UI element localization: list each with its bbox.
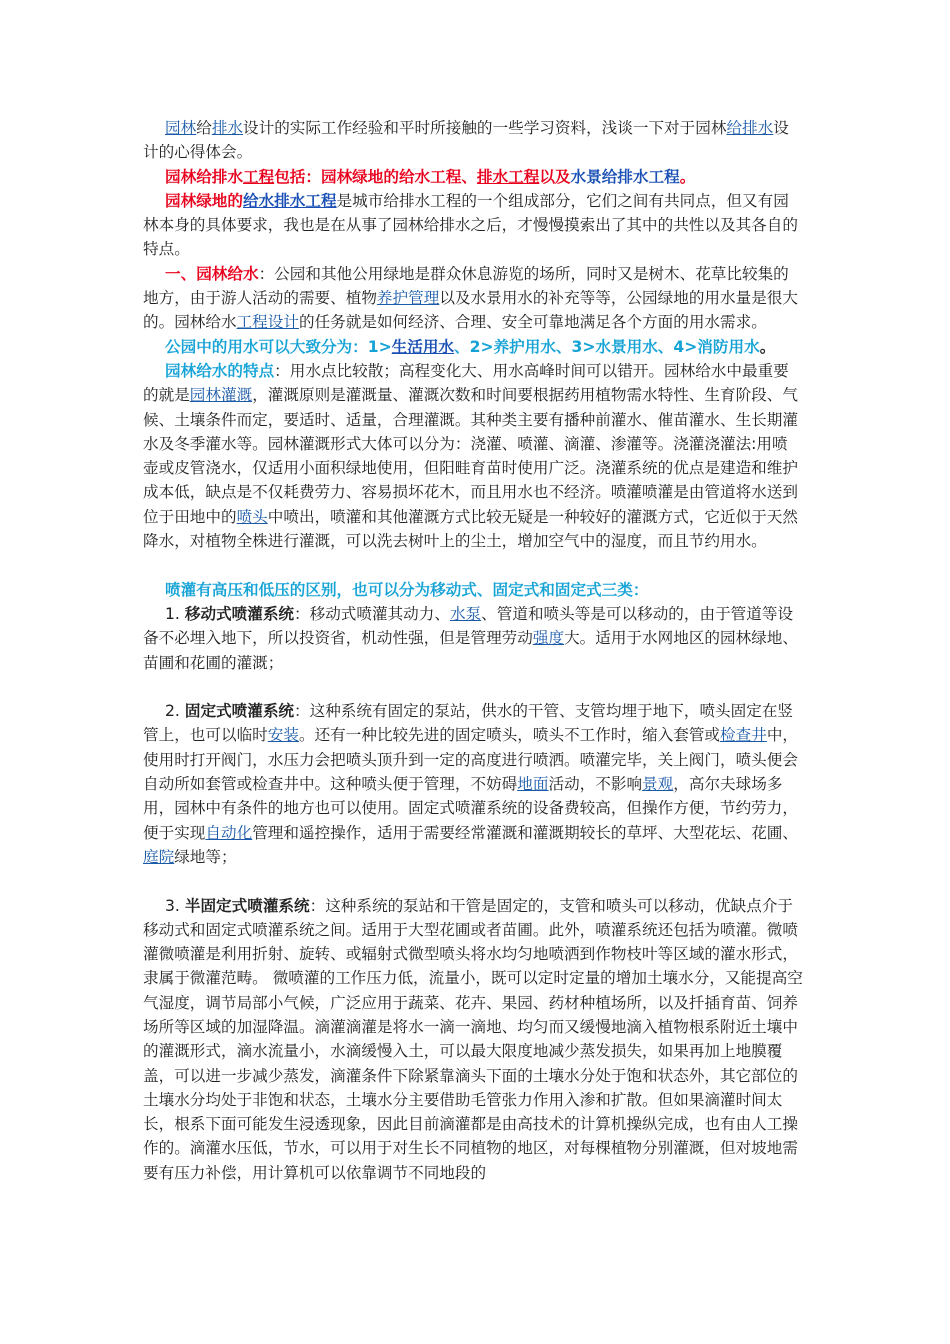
- link-geipaishui[interactable]: 给排水: [726, 119, 774, 137]
- link-zidonghua[interactable]: 自动化: [205, 823, 253, 842]
- link-dimian[interactable]: 地面: [517, 775, 549, 794]
- scope-paragraph: 园林给排水工程包括：园林绿地的给水工程、排水工程以及水景给排水工程。: [165, 167, 696, 186]
- link-jingguan[interactable]: 景观: [642, 775, 674, 794]
- link-yuanlin-guangai[interactable]: 园林灌溉: [189, 386, 253, 405]
- semi-fixed-sprinkler-paragraph: 3. 半固定式喷灌系统：这种系统的泵站和干管是固定的，支管和喷头可以移动，优缺点介于移动式和固定式喷灌系统之间。适用于大型花圃或者苗圃。此外，喷灌系统还包括为喷灌。微喷灌微喷灌是利用折射、旋转、或辐射式微型喷头将水均匀地喷洒到作物枝叶等区域的灌水形式，隶属于微灌范畴。 微喷灌的工作压力低，流量小，既可以定时定量的增加土壤水分，又能提高空气湿度，调节局部小气候，广泛应用于蔬菜、花卉、果园、药材种植场所，以及扦插育苗、饲养场所等区域的加湿降温。滴灌滴灌是将水一滴一滴地、均匀而又缓慢地滴入植物根系附近土壤中的灌溉形式，滴水流量小，水滴缓慢入土，可以最大限度地减少蒸发损失，如果再加上地膜覆盖，可以进一步减少蒸发，滴灌条件下除紧靠滴头下面的土壤水分处于饱和状态外，其它部位的土壤水分均处于非饱和状态，土壤水分主要借助毛管张力作用入渗和扩散。但如果滴灌时间太长，根系下面可能发生浸透现象，因此目前滴灌都是由高技术的计算机操纵完成，也有由人工操作的。滴灌水压低，节水，可以用于对生长不同植物的地区，对每棵植物分别灌溉，但对坡地需要有压力补偿，用计算机可以依靠调节不同地段的: [143, 896, 803, 1182]
- link-pentou[interactable]: 喷头: [236, 507, 268, 526]
- overview-paragraph: 园林绿地的给水排水工程是城市给排水工程的一个组成部分，它们之间有共同点，但又有园林本身的具体要求，我也是在从事了园林给排水之后，才慢慢摸索出了其中的共性以及其各自的特点。: [143, 191, 798, 259]
- link-anzhuang[interactable]: 安装: [267, 726, 299, 745]
- link-shuibeng[interactable]: 水泵: [449, 604, 482, 623]
- water-use-heading: 公园中的用水可以大致分为：1>生活用水、2>养护用水、3>水景用水、4>消防用水。: [165, 337, 776, 356]
- link-shenghuo-yongshui[interactable]: 生活用水: [391, 337, 455, 356]
- link-paishui-gongcheng[interactable]: 排水工程: [476, 167, 540, 186]
- mobile-sprinkler-paragraph: 1. 移动式喷灌系统：移动式喷灌其动力、水泵、管道和喷头等是可以移动的，由于管道等设备不必埋入地下，所以投资省，机动性强，但是管理劳动强度大。适用于水网地区的园林绿地、苗圃和花圃的灌溉；: [143, 604, 798, 672]
- link-jianchajing[interactable]: 检查井: [720, 726, 767, 745]
- intro-paragraph: 园林给排水设计的实际工作经验和平时所接触的一些学习资料，浅谈一下对于园林给排水设计的心得体会。: [143, 119, 789, 162]
- fixed-sprinkler-paragraph: 2. 固定式喷灌系统：这种系统有固定的泵站，供水的干管、支管均埋于地下，喷头固定在竖管上，也可以临时安装。还有一种比较先进的固定喷头，喷头不工作时，缩入套管或检查井中，使用时打开阀门，水压力会把喷头顶升到一定的高度进行喷洒。喷灌完毕，关上阀门，喷头便会自动所如套管或检查井中。这种喷头便于管理，不妨碍地面活动，不影响景观，高尔夫球场多用，园林中有条件的地方也可以使用。固定式喷灌系统的设备费较高，但操作方便，节约劳力，便于实现自动化管理和遥控操作，适用于需要经常灌溉和灌溉期较长的草坪、大型花坛、花圃、庭院绿地等；: [143, 702, 799, 866]
- water-supply-paragraph: 一、园林给水：公园和其他公用绿地是群众休息游览的场所，同时又是树木、花草比较集的地方，由于游人活动的需要、植物养护管理以及水景用水的补充等等，公园绿地的用水量是很大的。园林给水工程设计的任务就是如何经济、合理、安全可靠地满足各个方面的用水需求。: [143, 264, 798, 332]
- link-paishui[interactable]: 排水: [211, 119, 244, 137]
- link-qiangdu[interactable]: 强度: [532, 629, 565, 648]
- link-yanghu-guanli[interactable]: 养护管理: [376, 289, 440, 308]
- link-geishui-paishui[interactable]: 给水排水工程: [242, 191, 337, 210]
- link-gongcheng-sheji[interactable]: 工程设计: [236, 313, 299, 332]
- supply-features-paragraph: 园林给水的特点：用水点比较散；高程变化大、用水高峰时间可以错开。园林给水中最重要的就是园林灌溉，灌溉原则是灌溉量、灌溉次数和时间要根据药用植物需水特性、生育阶段、气候、土壤条件而定，要适时、适量，合理灌溉。其种类主要有播种前灌水、催苗灌水、生长期灌水及冬季灌水等。园林灌溉形式大体可以分为：浇灌、喷灌、滴灌、渗灌等。浇灌浇灌法:用喷壶或皮管浇水，仅适用小面积绿地使用，但阳畦育苗时使用广泛。浇灌系统的优点是建造和维护成本低，缺点是不仅耗费劳力、容易损坏花木，而且用水也不经济。喷灌喷灌是由管道将水送到位于田地中的喷头中喷出，喷灌和其他灌溉方式比较无疑是一种较好的灌溉方式，它近似于天然降水，对植物全株进行灌溉，可以洗去树叶上的尘土，增加空气中的湿度，而且节约用水。: [143, 361, 798, 551]
- link-yuanlin[interactable]: 园林: [165, 119, 197, 137]
- link-tingyuan[interactable]: 庭院: [143, 847, 175, 866]
- sprinkler-types-heading: 喷灌有高压和低压的区别，也可以分为移动式、固定式和固定式三类：: [165, 580, 649, 599]
- link-gongcheng[interactable]: 工程: [242, 167, 275, 186]
- document-body: [143, 116, 803, 1185]
